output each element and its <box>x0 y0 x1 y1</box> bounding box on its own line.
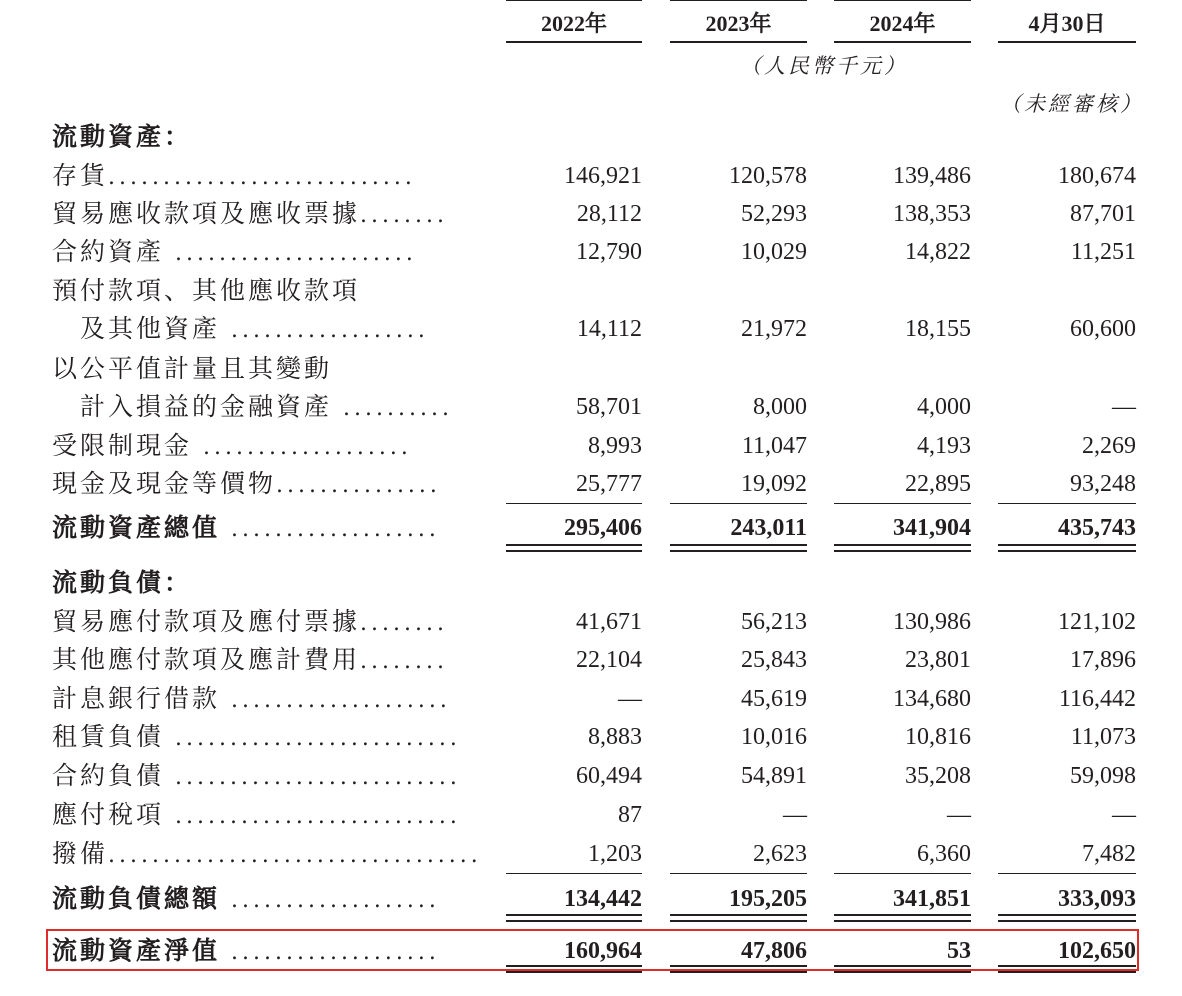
cell-2024: 22,895 <box>905 471 971 497</box>
cell-2022: 8,993 <box>588 433 642 459</box>
cell-apr30: — <box>1112 802 1136 828</box>
cell-2023: 25,843 <box>741 647 807 673</box>
cell-apr30: 333,093 <box>1058 886 1136 912</box>
column-header-2022: 2022年 <box>540 11 607 36</box>
leader-dots: ...................... <box>164 241 417 266</box>
double-rule <box>506 914 642 922</box>
cell-2023: 2,623 <box>753 841 807 867</box>
cell-2022: 12,790 <box>576 239 642 265</box>
cell-2023: 45,619 <box>741 686 807 712</box>
cell-2022: 8,883 <box>588 724 642 750</box>
cell-apr30: 180,674 <box>1058 163 1136 189</box>
table-row <box>0 233 1182 271</box>
row-label: 合約資產 <box>52 237 165 266</box>
double-rule <box>670 914 807 922</box>
cell-2023: 8,000 <box>753 394 807 420</box>
leader-dots: .......................... <box>164 765 461 790</box>
subtotal-rule <box>834 873 971 874</box>
cell-apr30: 2,269 <box>1082 433 1136 459</box>
section-heading-label: 流動資產： <box>52 122 193 151</box>
table-row <box>0 195 1182 233</box>
subtotal-rule <box>670 873 807 874</box>
leader-dots: ................... <box>220 888 440 913</box>
cell-2022: 28,112 <box>576 201 642 227</box>
subtotal-rule <box>834 503 971 504</box>
cell-apr30: 93,248 <box>1070 471 1136 497</box>
total-row-current-liabilities <box>0 880 1182 918</box>
subtotal-rule <box>998 503 1136 504</box>
row-label: 撥備 <box>52 839 109 868</box>
cell-apr30: 11,073 <box>1070 724 1136 750</box>
row-label: 預付款項、其他應收款項 <box>52 276 361 305</box>
leader-dots: .................... <box>220 688 451 713</box>
subtotal-rule <box>670 503 807 504</box>
cell-2024: 130,986 <box>893 609 971 635</box>
cell-2022: 295,406 <box>564 515 642 541</box>
cell-2022: 87 <box>618 802 642 828</box>
row-label: 其他應付款項及應計費用 <box>52 645 361 674</box>
leader-dots: ................... <box>192 435 412 460</box>
column-header-rule <box>506 41 642 43</box>
cell-apr30: 59,098 <box>1070 763 1136 789</box>
cell-2024: 6,360 <box>917 841 971 867</box>
table-row <box>0 641 1182 679</box>
cell-2023: 10,016 <box>741 724 807 750</box>
subtotal-rule <box>998 873 1136 874</box>
row-label: 受限制現金 <box>52 431 193 460</box>
row-label: 租賃負債 <box>52 722 165 751</box>
table-row <box>0 796 1182 834</box>
column-header-apr30: 4月30日 <box>1028 11 1106 36</box>
cell-2022: — <box>618 686 642 712</box>
section-heading-current-assets <box>0 118 1182 156</box>
cell-apr30: 11,251 <box>1070 239 1136 265</box>
leader-dots: ............... <box>276 473 441 498</box>
row-label: 存貨 <box>52 161 109 190</box>
cell-2023: 120,578 <box>729 163 807 189</box>
cell-2023: 11,047 <box>741 433 807 459</box>
cell-apr30: — <box>1112 394 1136 420</box>
cell-2022: 160,964 <box>564 938 642 964</box>
cell-2024: 53 <box>947 938 971 964</box>
cell-2022: 134,442 <box>564 886 642 912</box>
leader-dots: ........ <box>360 649 448 674</box>
cell-2023: 56,213 <box>741 609 807 635</box>
leader-dots: .......................... <box>164 804 461 829</box>
unit-note: （人民幣千元） <box>740 54 908 78</box>
cell-2023: 243,011 <box>730 515 807 541</box>
cell-apr30: 121,102 <box>1058 609 1136 635</box>
double-rule <box>834 544 971 552</box>
leader-dots: .................. <box>220 318 429 343</box>
double-rule <box>670 544 807 552</box>
leader-dots: ................... <box>220 517 440 542</box>
unaudited-note: （未經審核） <box>1000 92 1144 116</box>
cell-2024: 138,353 <box>893 201 971 227</box>
column-top-rule <box>670 0 807 1</box>
row-label: 計息銀行借款 <box>52 684 221 713</box>
double-rule <box>506 544 642 552</box>
row-label: 流動資產淨值 <box>52 936 221 965</box>
cell-2023: 54,891 <box>741 763 807 789</box>
leader-dots: ................... <box>220 940 440 965</box>
cell-apr30: 17,896 <box>1070 647 1136 673</box>
table-row <box>0 310 1182 348</box>
subtotal-rule <box>506 503 642 504</box>
leader-dots: .................................. <box>108 843 482 868</box>
table-row <box>0 465 1182 503</box>
column-header-rule <box>670 41 807 43</box>
cell-2024: 4,193 <box>917 433 971 459</box>
table-row <box>0 388 1182 426</box>
row-label: 貿易應付款項及應付票據 <box>52 607 361 636</box>
cell-2024: 35,208 <box>905 763 971 789</box>
table-row <box>0 157 1182 195</box>
cell-2024: 23,801 <box>905 647 971 673</box>
column-header-rule <box>998 41 1136 43</box>
cell-2024: 18,155 <box>905 316 971 342</box>
cell-2024: 341,851 <box>893 886 971 912</box>
cell-2024: 4,000 <box>917 394 971 420</box>
leader-dots: .......................... <box>164 726 461 751</box>
double-rule <box>834 914 971 922</box>
highlight-box <box>46 929 1139 971</box>
cell-apr30: 87,701 <box>1070 201 1136 227</box>
cell-2022: 146,921 <box>564 163 642 189</box>
cell-2022: 41,671 <box>576 609 642 635</box>
row-label: 以公平值計量且其變動 <box>52 354 333 383</box>
cell-2023: — <box>783 802 807 828</box>
table-row <box>0 427 1182 465</box>
row-label: 計入損益的金融資產 <box>52 392 333 421</box>
cell-2022: 58,701 <box>576 394 642 420</box>
column-header-rule <box>834 41 971 43</box>
cell-2022: 25,777 <box>576 471 642 497</box>
cell-2024: 134,680 <box>893 686 971 712</box>
double-rule <box>998 914 1136 922</box>
cell-2024: 10,816 <box>905 724 971 750</box>
leader-dots: ........ <box>360 203 448 228</box>
table-row <box>0 272 1182 310</box>
cell-2023: 195,205 <box>729 886 807 912</box>
column-top-rule <box>506 0 642 1</box>
cell-2022: 14,112 <box>576 316 642 342</box>
cell-2023: 52,293 <box>741 201 807 227</box>
cell-2024: 14,822 <box>905 239 971 265</box>
column-header-2023: 2023年 <box>705 11 772 36</box>
cell-apr30: 102,650 <box>1058 938 1136 964</box>
total-row-current-assets <box>0 509 1182 547</box>
row-label: 合約負債 <box>52 761 165 790</box>
table-row <box>0 680 1182 718</box>
cell-2024: 139,486 <box>893 163 971 189</box>
cell-2022: 1,203 <box>588 841 642 867</box>
table-row <box>0 718 1182 756</box>
table-row <box>0 835 1182 873</box>
leader-dots: ........ <box>360 611 448 636</box>
row-label: 貿易應收款項及應收票據 <box>52 199 361 228</box>
double-rule <box>998 544 1136 552</box>
table-row <box>0 757 1182 795</box>
row-label: 及其他資產 <box>52 314 221 343</box>
cell-2022: 22,104 <box>576 647 642 673</box>
cell-2024: — <box>947 802 971 828</box>
cell-2022: 60,494 <box>576 763 642 789</box>
table-row <box>0 350 1182 388</box>
cell-apr30: 60,600 <box>1070 316 1136 342</box>
table-row <box>0 603 1182 641</box>
cell-apr30: 435,743 <box>1058 515 1136 541</box>
column-header-2024: 2024年 <box>869 11 936 36</box>
section-heading-label: 流動負債： <box>52 568 193 597</box>
section-heading-current-liabilities <box>0 564 1182 602</box>
cell-2023: 19,092 <box>741 471 807 497</box>
row-label: 現金及現金等價物 <box>52 469 277 498</box>
cell-apr30: 116,442 <box>1058 686 1136 712</box>
cell-apr30: 7,482 <box>1082 841 1136 867</box>
subtotal-rule <box>506 873 642 874</box>
cell-2023: 10,029 <box>741 239 807 265</box>
cell-2024: 341,904 <box>893 515 971 541</box>
row-label: 應付稅項 <box>52 800 165 829</box>
cell-2023: 21,972 <box>741 316 807 342</box>
cell-2023: 47,806 <box>741 938 807 964</box>
leader-dots: ............................ <box>108 165 416 190</box>
row-label: 流動資產總值 <box>52 513 221 542</box>
leader-dots: .......... <box>332 396 453 421</box>
column-top-rule <box>834 0 971 1</box>
row-label: 流動負債總額 <box>52 884 221 913</box>
